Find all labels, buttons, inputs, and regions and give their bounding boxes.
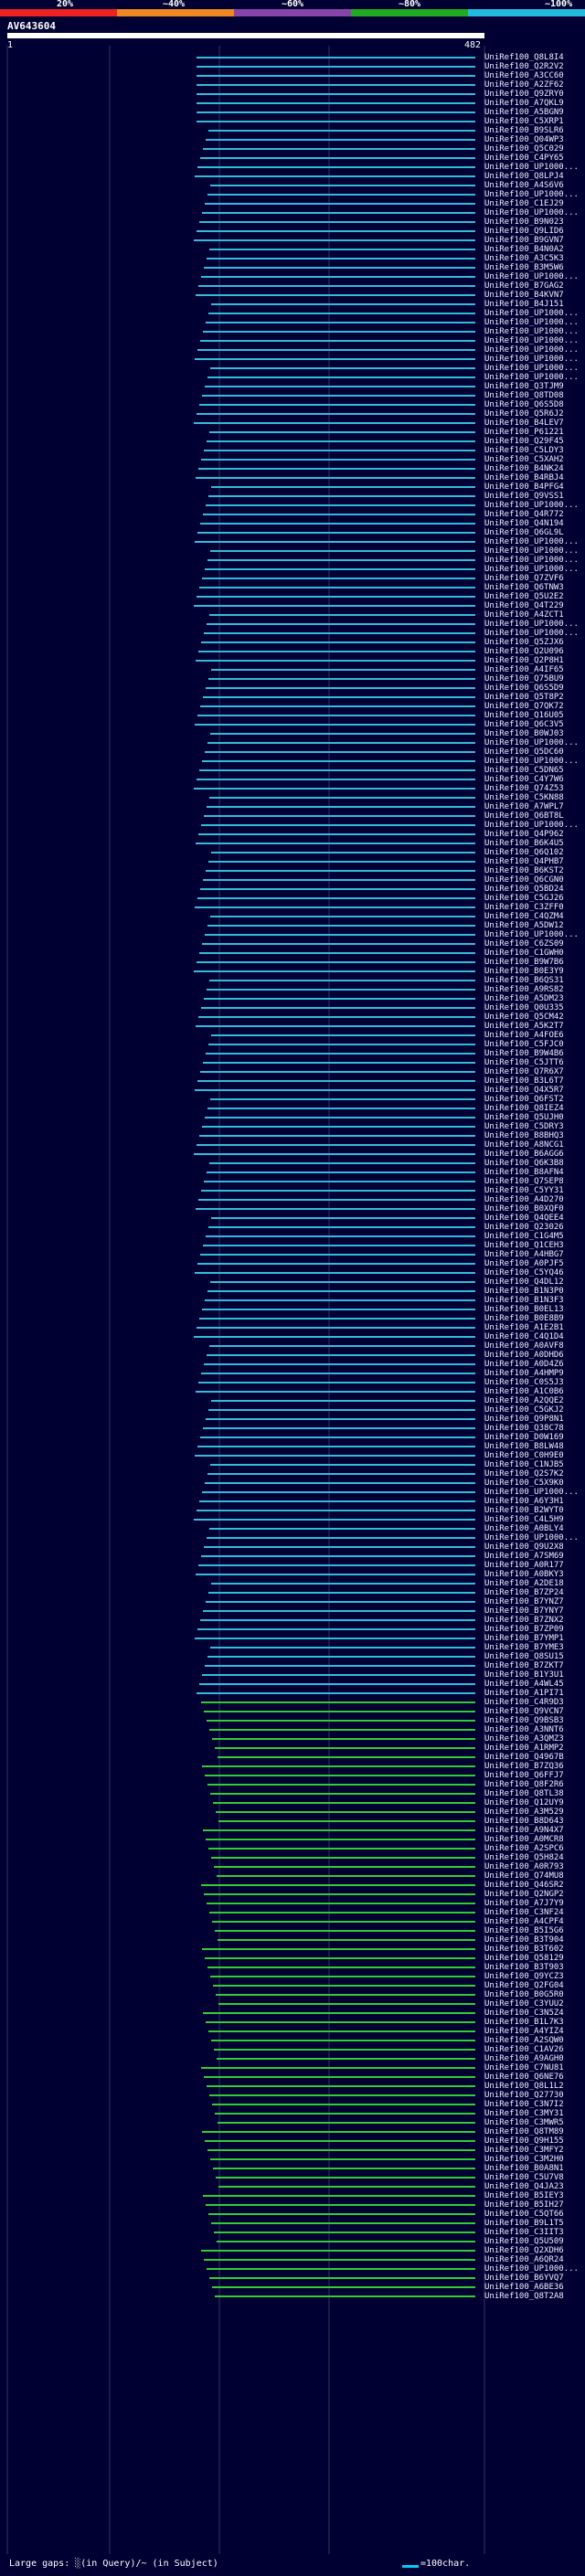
hit-label[interactable]: UniRef100_Q8L8I4	[484, 53, 564, 62]
legend-large-gaps: Large gaps: ░(in Query)/~ (in Subject)	[9, 2559, 218, 2569]
hit-label[interactable]: UniRef100_Q6CGN0	[484, 875, 564, 885]
query-end: 482	[464, 40, 482, 50]
hit-label[interactable]: UniRef100_Q6S5D8	[484, 400, 564, 409]
hit-label[interactable]: UniRef100_A7WPL7	[484, 802, 564, 811]
hit-label[interactable]: UniRef100_A7SM69	[484, 1552, 564, 1561]
hit-label[interactable]: UniRef100_Q9YCZ3	[484, 1972, 564, 1981]
hit-label[interactable]: UniRef100_Q04WP3	[484, 135, 564, 144]
legend-scale-bar	[402, 2565, 419, 2568]
hit-label[interactable]: UniRef100_Q5R6J2	[484, 409, 564, 419]
hit-label[interactable]: UniRef100_Q6BT8L	[484, 811, 564, 821]
hit-label[interactable]: UniRef100_Q8T2A8	[484, 2292, 564, 2301]
hit-label[interactable]: UniRef100_C1NJB5	[484, 1460, 564, 1469]
hit-label[interactable]: UniRef100_UP1000...	[484, 272, 579, 281]
hit-label[interactable]: UniRef100_UP1000...	[484, 556, 579, 565]
hit-label[interactable]: UniRef100_Q7SEP8	[484, 1177, 564, 1186]
hit-label[interactable]: UniRef100_B4J151	[484, 300, 564, 309]
hit-label[interactable]: UniRef100_UP1000...	[484, 629, 579, 638]
hit-label[interactable]: UniRef100_Q4QEE4	[484, 1214, 564, 1223]
hit-label[interactable]: UniRef100_A0PJF5	[484, 1259, 564, 1268]
hit-label[interactable]: UniRef100_B9GVN7	[484, 236, 564, 245]
hit-label[interactable]: UniRef100_C5FJC0	[484, 1040, 564, 1049]
hit-label[interactable]: UniRef100_B5IEY3	[484, 2191, 564, 2200]
hit-label[interactable]: UniRef100_B3T602	[484, 1945, 564, 1954]
hit-label[interactable]: UniRef100_A5DW12	[484, 921, 564, 930]
hit-label[interactable]: UniRef100_UP1000...	[484, 373, 579, 382]
hit-label[interactable]: UniRef100_Q7ZVF6	[484, 574, 564, 583]
hit-label[interactable]: UniRef100_Q4PHB7	[484, 857, 564, 866]
hit-label[interactable]: UniRef100_Q5T8P2	[484, 693, 564, 702]
hit-label[interactable]: UniRef100_A4CPF4	[484, 1917, 564, 1926]
hit-label[interactable]: UniRef100_UP1000...	[484, 208, 579, 217]
hit-label[interactable]: UniRef100_Q6K3B8	[484, 1159, 564, 1168]
hit-label[interactable]: UniRef100_A9AGH0	[484, 2054, 564, 2063]
hit-label[interactable]: UniRef100_A2DE18	[484, 1579, 564, 1588]
hit-label[interactable]: UniRef100_A4D270	[484, 1195, 564, 1204]
hit-label[interactable]: UniRef100_Q6FST2	[484, 1095, 564, 1104]
hit-label[interactable]: UniRef100_A1E2B1	[484, 1323, 564, 1332]
hit-label[interactable]: UniRef100_B9N023	[484, 217, 564, 227]
hit-label[interactable]: UniRef100_B7ZNX2	[484, 1616, 564, 1625]
hit-label[interactable]: UniRef100_B0XQF0	[484, 1204, 564, 1214]
hit-label[interactable]: UniRef100_B3L6T7	[484, 1076, 564, 1086]
hit-label[interactable]: UniRef100_A0R177	[484, 1561, 564, 1570]
hit-label[interactable]: UniRef100_A4WL45	[484, 1680, 564, 1689]
hit-label[interactable]: UniRef100_Q4DL12	[484, 1277, 564, 1287]
hit-label[interactable]: UniRef100_A4HMP9	[484, 1369, 564, 1378]
hit-label[interactable]: UniRef100_UP1000...	[484, 930, 579, 939]
hit-label[interactable]: UniRef100_B6QS31	[484, 976, 564, 985]
hit-label[interactable]: UniRef100_Q8IEZ4	[484, 1104, 564, 1113]
hit-label[interactable]: UniRef100_D0W169	[484, 1433, 564, 1442]
hit-label[interactable]: UniRef100_Q12UY9	[484, 1798, 564, 1807]
hit-label[interactable]: UniRef100_Q8L1L2	[484, 2082, 564, 2091]
hit-label[interactable]: UniRef100_Q9VCN7	[484, 1707, 564, 1716]
hit-label[interactable]: UniRef100_C3YUU2	[484, 1999, 564, 2009]
hit-label[interactable]: UniRef100_Q2NGP2	[484, 1890, 564, 1899]
hit-label[interactable]: UniRef100_Q9P8N1	[484, 1415, 564, 1424]
hit-label[interactable]: UniRef100_Q8F2R6	[484, 1780, 564, 1789]
hit-label[interactable]: UniRef100_Q6C3V5	[484, 720, 564, 729]
hit-label[interactable]: UniRef100_C3MWR5	[484, 2118, 564, 2127]
hit-label[interactable]: UniRef100_A0AVF8	[484, 1341, 564, 1351]
hit-label[interactable]: UniRef100_UP1000...	[484, 501, 579, 510]
hit-label[interactable]: UniRef100_A4ZCT1	[484, 610, 564, 620]
hit-label[interactable]: UniRef100_Q9VSS1	[484, 492, 564, 501]
hit-label[interactable]: UniRef100_B7YMP1	[484, 1634, 564, 1643]
hit-label[interactable]: UniRef100_UP1000...	[484, 355, 579, 364]
hit-label[interactable]: UniRef100_Q3TJM9	[484, 382, 564, 391]
hit-label[interactable]: UniRef100_Q2R2V2	[484, 62, 564, 71]
hit-label[interactable]: UniRef100_C5LDY3	[484, 446, 564, 455]
hit-label[interactable]: UniRef100_Q6Q102	[484, 848, 564, 857]
hit-label[interactable]: UniRef100_UP1000...	[484, 821, 579, 830]
hit-label[interactable]: UniRef100_A0D4Z6	[484, 1360, 564, 1369]
hit-label[interactable]: UniRef100_A5K2T7	[484, 1022, 564, 1031]
hit-label[interactable]: UniRef100_Q8TL38	[484, 1789, 564, 1798]
hit-label[interactable]: UniRef100_Q74Z53	[484, 784, 564, 793]
hit-label[interactable]: UniRef100_UP1000...	[484, 318, 579, 327]
hit-label[interactable]: UniRef100_UP1000...	[484, 327, 579, 336]
hit-label[interactable]: UniRef100_A3C5K3	[484, 254, 564, 263]
hit-label[interactable]: UniRef100_Q2FG04	[484, 1981, 564, 1990]
hit-label[interactable]: UniRef100_Q1CEH3	[484, 1241, 564, 1250]
hit-label[interactable]: UniRef100_B7ZQ36	[484, 1762, 564, 1771]
hit-label[interactable]: UniRef100_C1EJ29	[484, 199, 564, 208]
hit-label[interactable]: UniRef100_UP1000...	[484, 565, 579, 574]
hit-label[interactable]: UniRef100_UP1000...	[484, 1533, 579, 1542]
hit-label[interactable]: UniRef100_A0BLY4	[484, 1524, 564, 1533]
hit-label[interactable]: UniRef100_Q27730	[484, 2091, 564, 2100]
hit-label[interactable]: UniRef100_Q58129	[484, 1954, 564, 1963]
hit-label[interactable]: UniRef100_B0A8N1	[484, 2164, 564, 2173]
hit-label[interactable]: UniRef100_Q7QK72	[484, 702, 564, 711]
hit-label[interactable]: UniRef100_B7YNZ7	[484, 1597, 564, 1606]
hit-label[interactable]: UniRef100_UP1000...	[484, 336, 579, 345]
hit-label[interactable]: UniRef100_C3MFY2	[484, 2146, 564, 2155]
hit-label[interactable]: UniRef100_Q5CM42	[484, 1012, 564, 1022]
hit-label[interactable]: UniRef100_A6Y3H1	[484, 1497, 564, 1506]
scale-label-100: ~100%	[545, 0, 573, 9]
hit-label[interactable]: UniRef100_A1RMP2	[484, 1744, 564, 1753]
hit-label[interactable]: UniRef100_B8BHQ3	[484, 1131, 564, 1140]
hit-label[interactable]: UniRef100_B8LW48	[484, 1442, 564, 1451]
hit-label[interactable]: UniRef100_Q4R772	[484, 510, 564, 519]
hit-label[interactable]: UniRef100_C3M2H0	[484, 2155, 564, 2164]
scale-label-60: ~60%	[282, 0, 304, 9]
scale-label-20: 20%	[57, 0, 74, 9]
hit-label[interactable]: UniRef100_A0MCR8	[484, 1835, 564, 1844]
hit-label[interactable]: UniRef100_C1AV26	[484, 2045, 564, 2054]
hit-label[interactable]: UniRef100_C0S5J3	[484, 1378, 564, 1387]
hit-label[interactable]: UniRef100_UP1000...	[484, 345, 579, 355]
hit-label[interactable]: UniRef100_C5XAH2	[484, 455, 564, 464]
hit-label[interactable]: UniRef100_B3M5W6	[484, 263, 564, 272]
hit-label[interactable]: UniRef100_B0G5R0	[484, 1990, 564, 1999]
hit-label[interactable]: UniRef100_B0WJ03	[484, 729, 564, 738]
legend-scale-text: =100char.	[420, 2559, 471, 2569]
hit-label[interactable]: UniRef100_B1N3P0	[484, 1287, 564, 1296]
hit-label[interactable]: UniRef100_A2QQE2	[484, 1396, 564, 1405]
hit-label[interactable]: UniRef100_B1Y3U1	[484, 1670, 564, 1680]
hit-label[interactable]: UniRef100_C5GKJ2	[484, 1405, 564, 1415]
hit-label[interactable]: UniRef100_B7ZKT7	[484, 1661, 564, 1670]
hit-label[interactable]: UniRef100_A2SQW0	[484, 2036, 564, 2045]
hit-label[interactable]: UniRef100_Q5ZJX6	[484, 638, 564, 647]
hit-label[interactable]: UniRef100_Q9H155	[484, 2136, 564, 2146]
hit-label[interactable]: UniRef100_B9L1T5	[484, 2219, 564, 2228]
hit-label[interactable]: UniRef100_C3MY31	[484, 2109, 564, 2118]
hit-label[interactable]: UniRef100_C0H9E0	[484, 1451, 564, 1460]
hit-label[interactable]: UniRef100_B8AFN4	[484, 1168, 564, 1177]
hit-label[interactable]: UniRef100_UP1000...	[484, 1488, 579, 1497]
hit-label[interactable]: UniRef100_UP1000...	[484, 364, 579, 373]
hit-label[interactable]: UniRef100_A5BGN9	[484, 108, 564, 117]
hit-label[interactable]: UniRef100_Q5UJH0	[484, 1113, 564, 1122]
hit-label[interactable]: UniRef100_B5I5G6	[484, 1926, 564, 1935]
hit-label[interactable]: UniRef100_C5YQ46	[484, 1268, 564, 1277]
hit-label[interactable]: UniRef100_C7NU81	[484, 2063, 564, 2072]
hit-label[interactable]: UniRef100_UP1000...	[484, 620, 579, 629]
hit-label[interactable]: UniRef100_C4QZM4	[484, 912, 564, 921]
hit-label[interactable]: UniRef100_Q6S5D9	[484, 684, 564, 693]
hit-label[interactable]: UniRef100_A3M529	[484, 1807, 564, 1817]
hit-label[interactable]: UniRef100_B9SLR6	[484, 126, 564, 135]
hit-label[interactable]: UniRef100_P61221	[484, 428, 564, 437]
hit-label[interactable]: UniRef100_Q29F45	[484, 437, 564, 446]
hit-label[interactable]: UniRef100_B4RBJ4	[484, 473, 564, 482]
hit-label[interactable]: UniRef100_A7QKL9	[484, 99, 564, 108]
hit-label[interactable]: UniRef100_B5IH27	[484, 2200, 564, 2210]
query-id: AV643604	[7, 20, 56, 32]
hit-label[interactable]: UniRef100_C5JTT6	[484, 1058, 564, 1067]
hit-label[interactable]: UniRef100_Q4P962	[484, 830, 564, 839]
hit-label[interactable]: UniRef100_C4PY65	[484, 154, 564, 163]
hit-label[interactable]: UniRef100_C1GWH0	[484, 949, 564, 958]
hit-label[interactable]: UniRef100_A6QR24	[484, 2255, 564, 2264]
hit-label[interactable]: UniRef100_A8NCG1	[484, 1140, 564, 1150]
hit-label[interactable]: UniRef100_B3T904	[484, 1935, 564, 1945]
hit-label[interactable]: UniRef100_C3NF24	[484, 1908, 564, 1917]
hit-label[interactable]: UniRef100_B3T903	[484, 1963, 564, 1972]
hit-label[interactable]: UniRef100_Q5H824	[484, 1853, 564, 1862]
hit-label[interactable]: UniRef100_B8D643	[484, 1817, 564, 1826]
hit-label[interactable]: UniRef100_UP1000...	[484, 309, 579, 318]
hit-label[interactable]: UniRef100_Q16U05	[484, 711, 564, 720]
hit-label[interactable]: UniRef100_C5QT66	[484, 2210, 564, 2219]
hit-label[interactable]: UniRef100_C5X9K0	[484, 1479, 564, 1488]
hit-label[interactable]: UniRef100_A1PI71	[484, 1689, 564, 1698]
hit-label[interactable]: UniRef100_B9W4B6	[484, 1049, 564, 1058]
hit-label[interactable]: UniRef100_Q2P8H1	[484, 656, 564, 665]
hit-label[interactable]: UniRef100_B7ZP24	[484, 1588, 564, 1597]
hit-label[interactable]: UniRef100_B0EL13	[484, 1305, 564, 1314]
hit-label[interactable]: UniRef100_C4R9D3	[484, 1698, 564, 1707]
hit-label[interactable]: UniRef100_Q4X5R7	[484, 1086, 564, 1095]
hit-label[interactable]: UniRef100_B4NK24	[484, 464, 564, 473]
hit-label[interactable]: UniRef100_B7YNY7	[484, 1606, 564, 1616]
hit-label[interactable]: UniRef100_C5GJ26	[484, 894, 564, 903]
hit-label[interactable]: UniRef100_Q4T229	[484, 601, 564, 610]
hit-label[interactable]: UniRef100_Q2U096	[484, 647, 564, 656]
hit-label[interactable]: UniRef100_A9RS82	[484, 985, 564, 994]
hit-label[interactable]: UniRef100_C3IIT3	[484, 2228, 564, 2237]
hit-label[interactable]: UniRef100_A9N4X7	[484, 1826, 564, 1835]
hit-label[interactable]: UniRef100_Q5U2E2	[484, 592, 564, 601]
hit-label[interactable]: UniRef100_UP1000...	[484, 2264, 579, 2274]
hit-label[interactable]: UniRef100_A3CC60	[484, 71, 564, 80]
hit-label[interactable]: UniRef100_Q6NE76	[484, 2072, 564, 2082]
hit-label[interactable]: UniRef100_Q5BD24	[484, 885, 564, 894]
hit-label[interactable]: UniRef100_Q46SR2	[484, 1881, 564, 1890]
hit-label[interactable]: UniRef100_B1N3F3	[484, 1296, 564, 1305]
hit-label[interactable]: UniRef100_A4FOE6	[484, 1031, 564, 1040]
hit-label[interactable]: UniRef100_A4HBG7	[484, 1250, 564, 1259]
hit-label[interactable]: UniRef100_Q2S7K2	[484, 1469, 564, 1479]
hit-label[interactable]: UniRef100_Q6FFJ7	[484, 1771, 564, 1780]
hit-label[interactable]: UniRef100_Q8LPJ4	[484, 172, 564, 181]
hit-label[interactable]: UniRef100_C5DRY3	[484, 1122, 564, 1131]
hit-label[interactable]: UniRef100_Q74MU8	[484, 1871, 564, 1881]
hit-label[interactable]: UniRef100_B0E8B9	[484, 1314, 564, 1323]
hit-label[interactable]: UniRef100_UP1000...	[484, 537, 579, 546]
hit-label[interactable]: UniRef100_B6YVQ7	[484, 2274, 564, 2283]
hit-label[interactable]: UniRef100_C5YY31	[484, 1186, 564, 1195]
hit-label[interactable]: UniRef100_B4N0A2	[484, 245, 564, 254]
hit-label[interactable]: UniRef100_UP1000...	[484, 190, 579, 199]
hit-label[interactable]: UniRef100_B7ZP09	[484, 1625, 564, 1634]
hit-label[interactable]: UniRef100_Q75BU9	[484, 674, 564, 684]
hit-label[interactable]: UniRef100_B9W7B6	[484, 958, 564, 967]
hit-label[interactable]: UniRef100_C3N5Z4	[484, 2009, 564, 2018]
hit-label[interactable]: UniRef100_Q4967B	[484, 1753, 564, 1762]
hit-label[interactable]: UniRef100_UP1000...	[484, 738, 579, 747]
hit-label[interactable]: UniRef100_C5XRP1	[484, 117, 564, 126]
hit-label[interactable]: UniRef100_A2SPC6	[484, 1844, 564, 1853]
hit-label[interactable]: UniRef100_A3NNT6	[484, 1725, 564, 1734]
hit-label[interactable]: UniRef100_C4Y7W6	[484, 775, 564, 784]
hit-label[interactable]: UniRef100_Q4JA23	[484, 2182, 564, 2191]
hit-label[interactable]: UniRef100_B4LEV7	[484, 419, 564, 428]
hit-label[interactable]: UniRef100_Q5C029	[484, 144, 564, 154]
hit-label[interactable]: UniRef100_C4Q1D4	[484, 1332, 564, 1341]
hit-label[interactable]: UniRef100_Q38C78	[484, 1424, 564, 1433]
hit-label[interactable]: UniRef100_A4YIZ4	[484, 2027, 564, 2036]
hit-label[interactable]: UniRef100_Q2XDH6	[484, 2246, 564, 2255]
hit-label[interactable]: UniRef100_A0DHD6	[484, 1351, 564, 1360]
hit-label[interactable]: UniRef100_A3QMZ3	[484, 1734, 564, 1744]
hit-label[interactable]: UniRef100_Q8TM89	[484, 2127, 564, 2136]
hit-label[interactable]: UniRef100_Q5U509	[484, 2237, 564, 2246]
hit-label[interactable]: UniRef100_Q0U335	[484, 1003, 564, 1012]
hit-label[interactable]: UniRef100_B7GAG2	[484, 281, 564, 291]
hit-label[interactable]: UniRef100_A0R793	[484, 1862, 564, 1871]
hit-label[interactable]: UniRef100_A2ZF62	[484, 80, 564, 90]
hit-label[interactable]: UniRef100_B7YME3	[484, 1643, 564, 1652]
hit-label[interactable]: UniRef100_C3ZFF0	[484, 903, 564, 912]
scale-label-80: ~80%	[399, 0, 421, 9]
hit-label[interactable]: UniRef100_C4L5H9	[484, 1515, 564, 1524]
hit-label[interactable]: UniRef100_A1C0B6	[484, 1387, 564, 1396]
hit-label[interactable]: UniRef100_Q6TNW3	[484, 583, 564, 592]
hit-label[interactable]: UniRef100_C6ZS09	[484, 939, 564, 949]
query-start: 1	[7, 40, 14, 50]
hit-label[interactable]: UniRef100_Q8SU15	[484, 1652, 564, 1661]
hit-label[interactable]: UniRef100_A7J7Y9	[484, 1899, 564, 1908]
hit-label[interactable]: UniRef100_A4IF65	[484, 665, 564, 674]
hit-label[interactable]: UniRef100_UP1000...	[484, 163, 579, 172]
hit-label[interactable]: UniRef100_Q8TD08	[484, 391, 564, 400]
scale-label-40: ~40%	[163, 0, 186, 9]
hit-label[interactable]: UniRef100_Q7R6X7	[484, 1067, 564, 1076]
hit-label[interactable]: UniRef100_A5DM23	[484, 994, 564, 1003]
hit-label[interactable]: UniRef100_B2WYT0	[484, 1506, 564, 1515]
hit-label[interactable]: UniRef100_A6BE36	[484, 2283, 564, 2292]
hit-label[interactable]: UniRef100_B4PFG4	[484, 482, 564, 492]
hit-label[interactable]: UniRef100_B6AGG6	[484, 1150, 564, 1159]
hit-label[interactable]: UniRef100_C1G4M5	[484, 1232, 564, 1241]
hit-label[interactable]: UniRef100_B4KVN7	[484, 291, 564, 300]
hit-label[interactable]: UniRef100_Q9ZRY0	[484, 90, 564, 99]
hit-label[interactable]: UniRef100_Q5DC60	[484, 747, 564, 757]
hit-label[interactable]: UniRef100_B6KST2	[484, 866, 564, 875]
hit-label[interactable]: UniRef100_B0E3Y9	[484, 967, 564, 976]
hit-label[interactable]: UniRef100_B6K4U5	[484, 839, 564, 848]
hit-label[interactable]: UniRef100_B1L7K3	[484, 2018, 564, 2027]
hit-label[interactable]: UniRef100_UP1000...	[484, 757, 579, 766]
hit-label[interactable]: UniRef100_C5DN65	[484, 766, 564, 775]
hit-label[interactable]: UniRef100_Q4N194	[484, 519, 564, 528]
hit-label[interactable]: UniRef100_Q9LID6	[484, 227, 564, 236]
hit-label[interactable]: UniRef100_C5KN88	[484, 793, 564, 802]
hit-label[interactable]: UniRef100_Q9U2X8	[484, 1542, 564, 1552]
hit-label[interactable]: UniRef100_C3N7I2	[484, 2100, 564, 2109]
hit-label[interactable]: UniRef100_Q23026	[484, 1223, 564, 1232]
hit-label[interactable]: UniRef100_A4S6V6	[484, 181, 564, 190]
hit-label[interactable]: UniRef100_Q9BSB3	[484, 1716, 564, 1725]
hit-label[interactable]: UniRef100_Q6GL9L	[484, 528, 564, 537]
hit-label[interactable]: UniRef100_C5U7V8	[484, 2173, 564, 2182]
hit-label[interactable]: UniRef100_UP1000...	[484, 546, 579, 556]
hit-label[interactable]: UniRef100_A0BKY3	[484, 1570, 564, 1579]
